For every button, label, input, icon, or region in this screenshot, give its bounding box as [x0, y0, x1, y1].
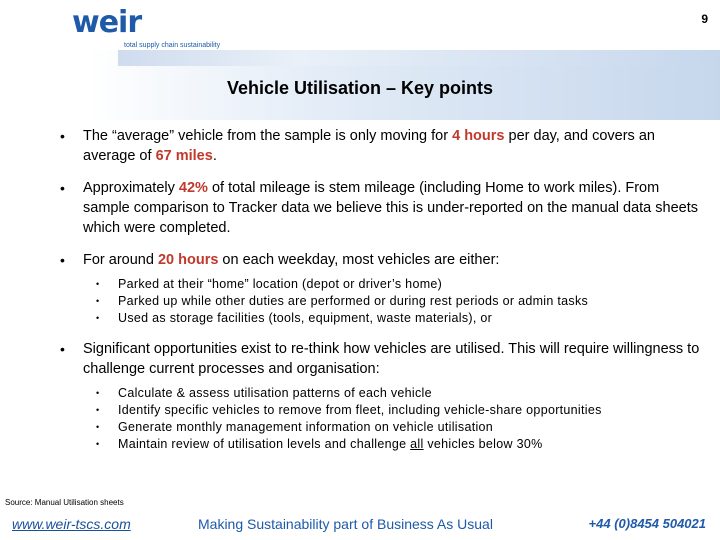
sub-bullet-dot-icon: • — [96, 313, 100, 323]
highlight-text: 20 hours — [157, 252, 219, 268]
page-number: 9 — [701, 12, 708, 26]
header-band-stripe — [118, 50, 720, 66]
text-segment: Maintain review of utilisation levels and challenge — [118, 437, 411, 451]
text-segment: per day, and covers an average of — [83, 128, 655, 164]
sub-list-item — [96, 293, 700, 310]
sub-list-item — [96, 436, 700, 453]
bullet-item — [60, 339, 700, 453]
sub-list — [83, 385, 700, 453]
sub-list-item — [96, 419, 700, 436]
website-link[interactable]: www.weir-tscs.com — [12, 516, 131, 532]
highlight-text: 4 hours — [452, 128, 505, 144]
bullet-item — [60, 178, 700, 238]
bullet-dot-icon: • — [60, 128, 65, 144]
footer-slogan: Making Sustainability part of Business As Usual — [198, 516, 493, 532]
bullet-dot-icon: • — [60, 341, 65, 357]
weir-logo — [72, 5, 221, 49]
logo-wordmark: weir — [72, 5, 142, 40]
bullet-text — [83, 126, 700, 166]
sub-bullet-dot-icon: • — [96, 388, 100, 398]
text-segment: . — [212, 148, 217, 164]
highlight-text: 67 miles — [155, 148, 213, 164]
text-segment: Identify specific vehicles to remove from fleet, including vehicle-share opportunities — [118, 403, 602, 417]
logo-tagline: total supply chain sustainability — [124, 42, 221, 49]
sub-bullet-dot-icon: • — [96, 422, 100, 432]
sub-list-item — [96, 402, 700, 419]
underlined-text: all — [410, 437, 424, 451]
sub-bullet-dot-icon: • — [96, 405, 100, 415]
sub-bullet-dot-icon: • — [96, 279, 100, 289]
sub-bullet-dot-icon: • — [96, 439, 100, 449]
text-segment: The “average” vehicle from the sample is only moving for — [83, 128, 453, 144]
text-segment: Approximately — [83, 180, 179, 196]
bullet-dot-icon: • — [60, 252, 65, 268]
bullet-text — [83, 178, 700, 238]
sub-bullet-dot-icon: • — [96, 296, 100, 306]
text-segment: of total mileage is stem mileage (including Home to work miles). From sample comparison to Tracker data we believe this is under-reported on the manual data sheets which were completed. — [83, 180, 698, 236]
source-note: Source: Manual Utilisation sheets — [5, 498, 124, 507]
text-segment: Generate monthly management information on vehicle utilisation — [118, 420, 494, 434]
text-segment: Parked at their “home” location (depot or driver’s home) — [118, 277, 443, 291]
text-segment: Significant opportunities exist to re-think how vehicles are utilised. This will require willingness to challenge current processes and organisation: — [83, 341, 700, 377]
text-segment: Calculate & assess utilisation patterns of each vehicle — [118, 386, 432, 400]
slide-title: Vehicle Utilisation – Key points — [226, 78, 494, 98]
bullet-item — [60, 250, 700, 327]
key-points-list — [60, 126, 700, 465]
footer-phone: +44 (0)8454 504021 — [588, 516, 706, 531]
sub-list — [83, 276, 700, 327]
text-segment: Used as storage facilities (tools, equipment, waste materials), or — [118, 311, 493, 325]
text-segment: For around — [83, 252, 158, 268]
bullet-text — [83, 339, 700, 379]
sub-list-item — [96, 385, 700, 402]
sub-list-item — [96, 276, 700, 293]
sub-list-item — [96, 310, 700, 327]
text-segment: Parked up while other duties are performed or during rest periods or admin tasks — [118, 294, 589, 308]
text-segment: vehicles below 30% — [423, 437, 543, 451]
highlight-text: 42% — [178, 180, 208, 196]
bullet-text — [83, 250, 700, 270]
bullet-dot-icon: • — [60, 180, 65, 196]
bullet-item — [60, 126, 700, 166]
text-segment: on each weekday, most vehicles are either: — [218, 252, 500, 268]
